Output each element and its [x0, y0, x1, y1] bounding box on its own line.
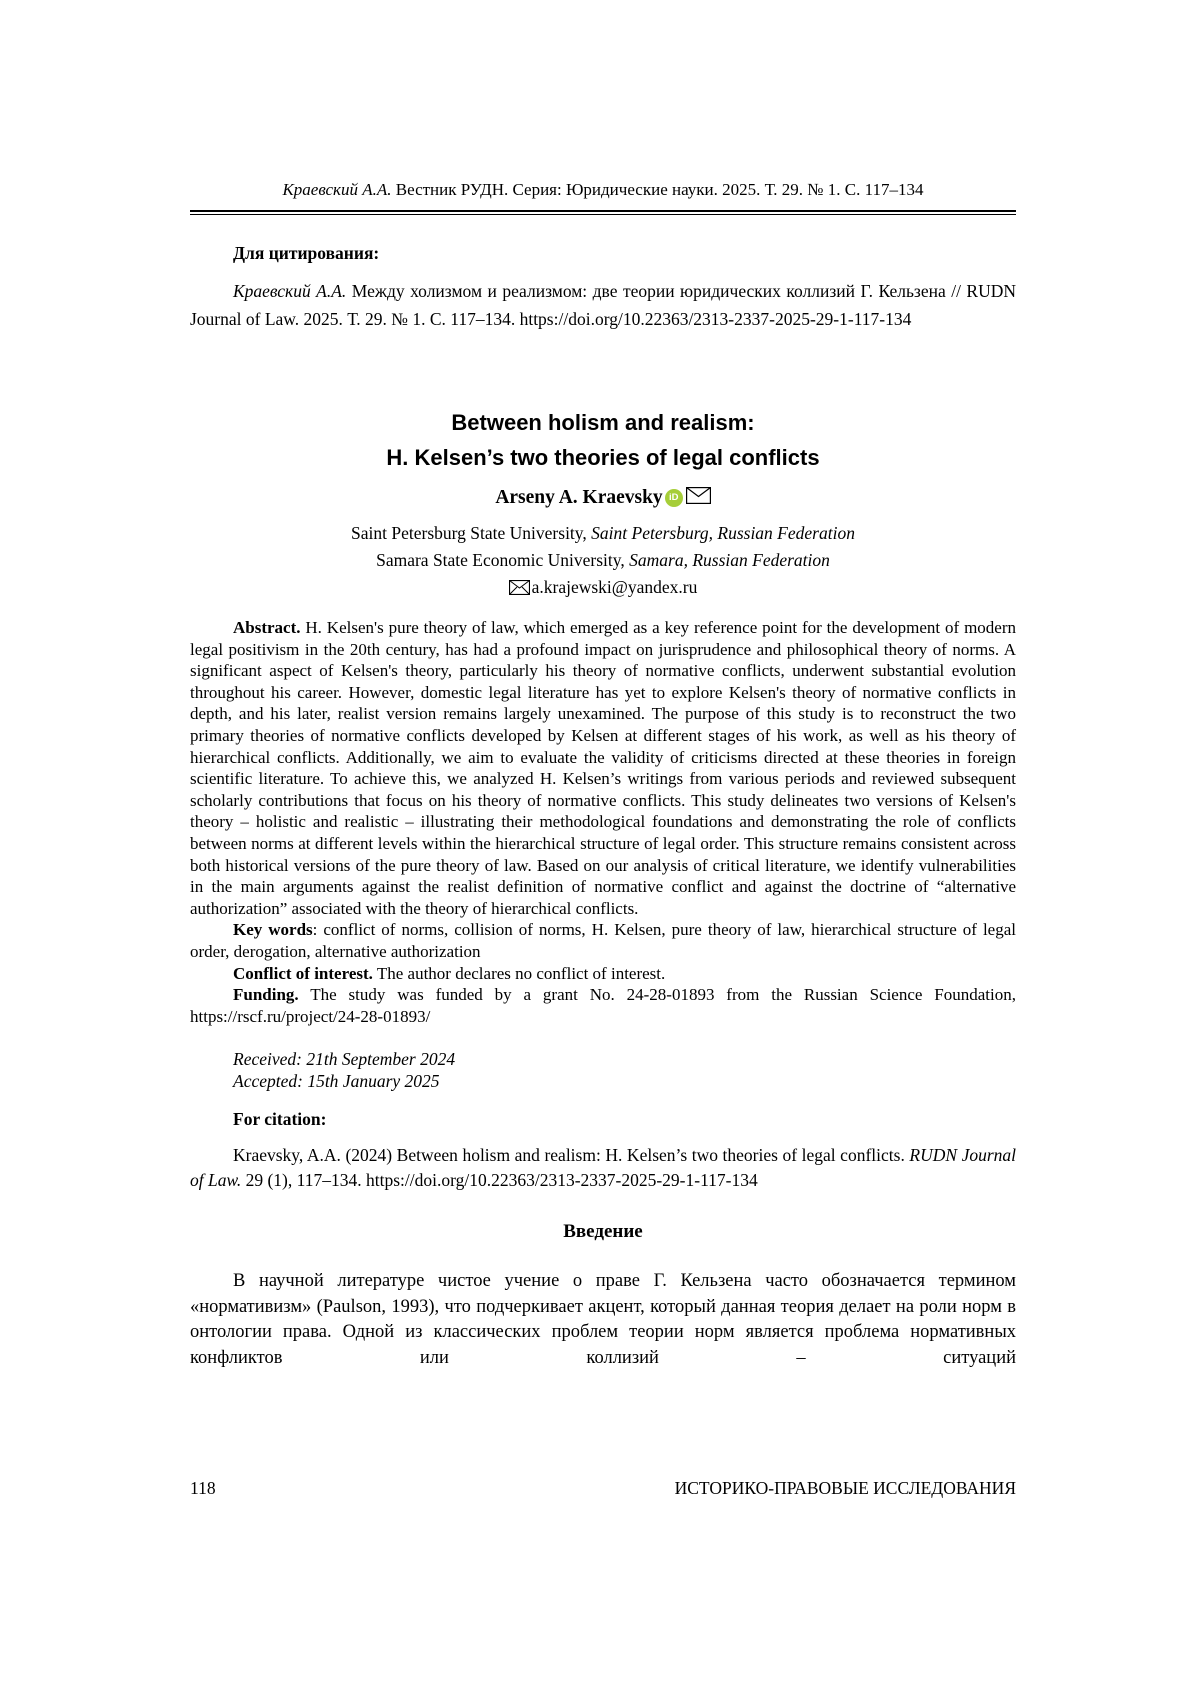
footer-section-title: ИСТОРИКО-ПРАВОВЫЕ ИССЛЕДОВАНИЯ [674, 1478, 1016, 1498]
citation-ru-paragraph [190, 277, 1016, 333]
accepted-date: Accepted: 15th January 2025 [233, 1071, 440, 1092]
affiliation-2-place: Samara, Russian Federation [629, 550, 830, 570]
conflict-of-interest-paragraph [190, 963, 1016, 985]
citation-en-post: 29 (1), 117–134. https://doi.org/10.22363/2313-2337-2025-29-1-117-134 [241, 1170, 758, 1191]
funding-text: The study was funded by a grant No. 24-28-01893 from the Russian Science Foundation, https://rscf.ru/project/24-28-01893/ [190, 985, 1016, 1026]
email-line [190, 574, 1016, 601]
affiliation-1 [190, 520, 1016, 547]
keywords-label: Key words [233, 920, 313, 940]
funding-label: Funding. [233, 985, 299, 1005]
running-head-author: Краевский А.А. [282, 180, 392, 199]
article-title-line2: H. Kelsen’s two theories of legal conflicts [386, 445, 820, 470]
page-footer [190, 1477, 1016, 1499]
page-number: 118 [190, 1478, 216, 1498]
citation-ru-text: Между холизмом и реализмом: две теории юридических коллизий Г. Кельзена // RUDN Journal of Law. 2025. Т. 29. № 1. С. 117–134. https://doi.org/10.22363/2313-2337-2025-29-1-117-134 [190, 281, 1016, 329]
dates-block [190, 1048, 1016, 1092]
keywords-text: : conflict of norms, collision of norms, H. Kelsen, pure theory of law, hierarchical structure of legal order, derogation, alternative authorization [190, 920, 1016, 961]
funding-paragraph [190, 984, 1016, 1027]
article-title [190, 405, 1016, 475]
for-citation-en-heading: For citation: [233, 1109, 327, 1130]
email-envelope-small-icon [509, 580, 530, 595]
affiliations-block [190, 520, 1016, 601]
abstract-text: H. Kelsen's pure theory of law, which emerged as a key reference point for the development of modern legal positivism in the 20th century, has had a profound impact on jurisprudence and philosophical theory of norms. A significant aspect of Kelsen's theory, particularly his theory of normative conflicts, underwent substantial evolution throughout his career. However, domestic legal literature has yet to explore Kelsen's theory of normative conflicts in depth, and his later, realist version remains largely unexamined. The purpose of this study is to reconstruct the two primary theories of normative conflicts developed by Kelsen at different stages of his work, as well as his theory of hierarchical conflicts. Additionally, we aim to evaluate the validity of criticisms directed at these theories in foreign scientific literature. To achieve this, we analyzed H. Kelsen’s writings from various periods and reviewed subsequent scholarly contributions that focus on his theory of normative conflicts. This study delineates two versions of Kelsen's theory – holistic and realistic – illustrating their methodological foundations and demonstrating the role of conflicts between norms at different levels within the hierarchical structure of legal order. This structure remains consistent across both historical versions of the pure theory of law. Based on our analysis of critical literature, we identify vulnerabilities in the main arguments against the realist definition of normative conflict and against the doctrine of “alternative authorization” associated with the theory of hierarchical conflicts. [190, 618, 1016, 918]
running-head-journal: Вестник РУДН. Серия: Юридические науки. 2025. Т. 29. № 1. С. 117–134 [391, 180, 924, 199]
running-head [190, 180, 1016, 200]
article-title-line1: Between holism and realism: [451, 410, 755, 435]
citation-en-journal: RUDN Journal of Law. [190, 1145, 1017, 1191]
introduction-paragraph: В научной литературе чистое учение о праве Г. Кельзена часто обозначается термином «нормативизм» (Paulson, 1993), что подчеркивает акцент, который данная теория делает на роли норм в онтологии права. Одной из классических проблем теории норм является проблема нормативных конфликтов или коллизий – ситуаций [190, 1271, 1016, 1368]
author-email: a.krajewski@yandex.ru [531, 577, 698, 597]
conflict-text: The author declares no conflict of interest. [372, 963, 666, 983]
keywords-paragraph [190, 919, 1016, 962]
page-content [190, 0, 1016, 1371]
orcid-icon: iD [665, 489, 683, 507]
affiliation-2 [190, 547, 1016, 574]
abstract-paragraph [190, 617, 1016, 919]
affiliation-1-org: Saint Petersburg State University, [351, 523, 592, 543]
affiliation-1-place: Saint Petersburg, Russian Federation [591, 523, 855, 543]
conflict-label: Conflict of interest. [233, 963, 373, 983]
email-envelope-icon [686, 487, 711, 504]
citation-ru-author: Краевский А.А. [233, 281, 347, 301]
received-date: Received: 21th September 2024 [233, 1049, 456, 1070]
citation-en-paragraph [190, 1143, 1016, 1193]
abstract-label: Abstract. [233, 618, 301, 637]
affiliation-2-org: Samara State Economic University, [376, 550, 630, 570]
header-rule [190, 210, 1016, 215]
author-name: Arseny A. Kraevsky [495, 487, 663, 508]
citation-en-pre: Kraevsky, A.A. (2024) Between holism and realism: H. Kelsen’s two theories of legal conflicts. [233, 1145, 910, 1166]
for-citation-ru-heading: Для цитирования: [233, 243, 380, 263]
author-line [190, 485, 1016, 511]
introduction-heading: Введение [563, 1221, 643, 1243]
